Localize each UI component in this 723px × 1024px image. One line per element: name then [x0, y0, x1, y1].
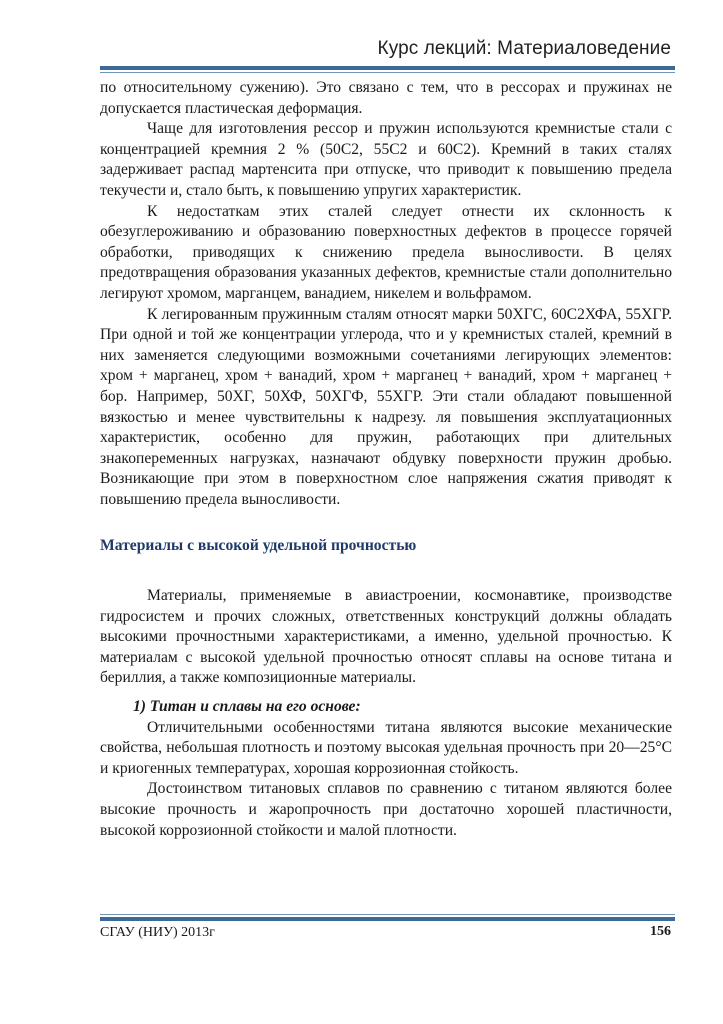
- section-title: Материалы с высокой удельной прочностью: [100, 537, 417, 555]
- paragraph-3: К недостаткам этих сталей следует отнести их склонность к обезуглероживанию и образованию поверхностных дефектов в процессе горячей обработки, приводящих к снижению предела выносливости. В целях предотвращения образования указанных дефектов, кремнистые стали дополнительно легируют хромом, марганцем, ванадием, никелем и вольфрамом.: [100, 202, 672, 302]
- paragraph-1: по относительному сужению). Это связано с тем, что в рессорах и пружинах не допускается пластическая деформация.: [100, 79, 672, 117]
- paragraph-7: Достоинством титановых сплавов по сравнению с титаном являются более высокие прочность и жаропрочность при достаточно хорошей пластичности, высокой коррозионной стойкости и малой плотности.: [100, 780, 672, 839]
- paragraph-5: Материалы, применяемые в авиастроении, космонавтике, производстве гидросистем и прочих сложных, ответственных конструкций должны обладать высокими прочностными характеристиками, а именно, удельной прочностью. К материалам с высокой удельной прочностью относят сплавы на основе титана и бериллия, а также композиционные материалы.: [100, 587, 672, 687]
- subheading: 1) Титан и сплавы на его основе:: [133, 698, 361, 716]
- paragraph-2: Чаще для изготовления рессор и пружин используются кремнистые стали с концентрацией кремния 2 % (50С2, 55С2 и 60С2). Кремний в таких сталях задерживает распад мартенсита при отпуске, что приводит к повышению предела текучести и, стало быть, к повышению упругих характеристик.: [100, 120, 672, 199]
- page-content: [100, 78, 672, 841]
- header-rule-thick: [100, 66, 675, 70]
- page-header-title: Курс лекций: Материаловедение: [377, 38, 671, 59]
- footer-label: СГАУ (НИУ) 2013г: [100, 925, 215, 940]
- paragraph-4: К легированным пружинным сталям относят марки 50ХГС, 60С2ХФА, 55ХГР. При одной и той же концентрации углерода, что и у кремнистых сталей, кремний в них заменяется следующими возможными сочетаниями легирующих элементов: хром + марганец, хром + ванадий, хром + марганец + ванадий, хром + марганец + бор. Например, 50ХГ, 50ХФ, 50ХГФ, 55ХГР. Эти стали обладают повышенной вязкостью и менее чувствительны к надрезу. ля повышения эксплуатационных характеристик, особенно для пружин, работающих при длительных знакопеременных нагрузках, назначают обдувку поверхности пружин дробью. Возникающие при этом в поверхностном слое напряжения сжатия приводят к повышению предела выносливости.: [100, 305, 672, 508]
- footer-rule-thin: [100, 914, 675, 915]
- header-rule-thin: [100, 72, 675, 73]
- footer-rule-thick: [100, 917, 675, 921]
- paragraph-6: Отличительными особенностями титана являются высокие механические свойства, небольшая плотность и поэтому высокая удельная прочность при 20—25°С и криогенных температурах, хорошая коррозионная стойкость.: [100, 718, 672, 777]
- page-number: 156: [650, 924, 671, 939]
